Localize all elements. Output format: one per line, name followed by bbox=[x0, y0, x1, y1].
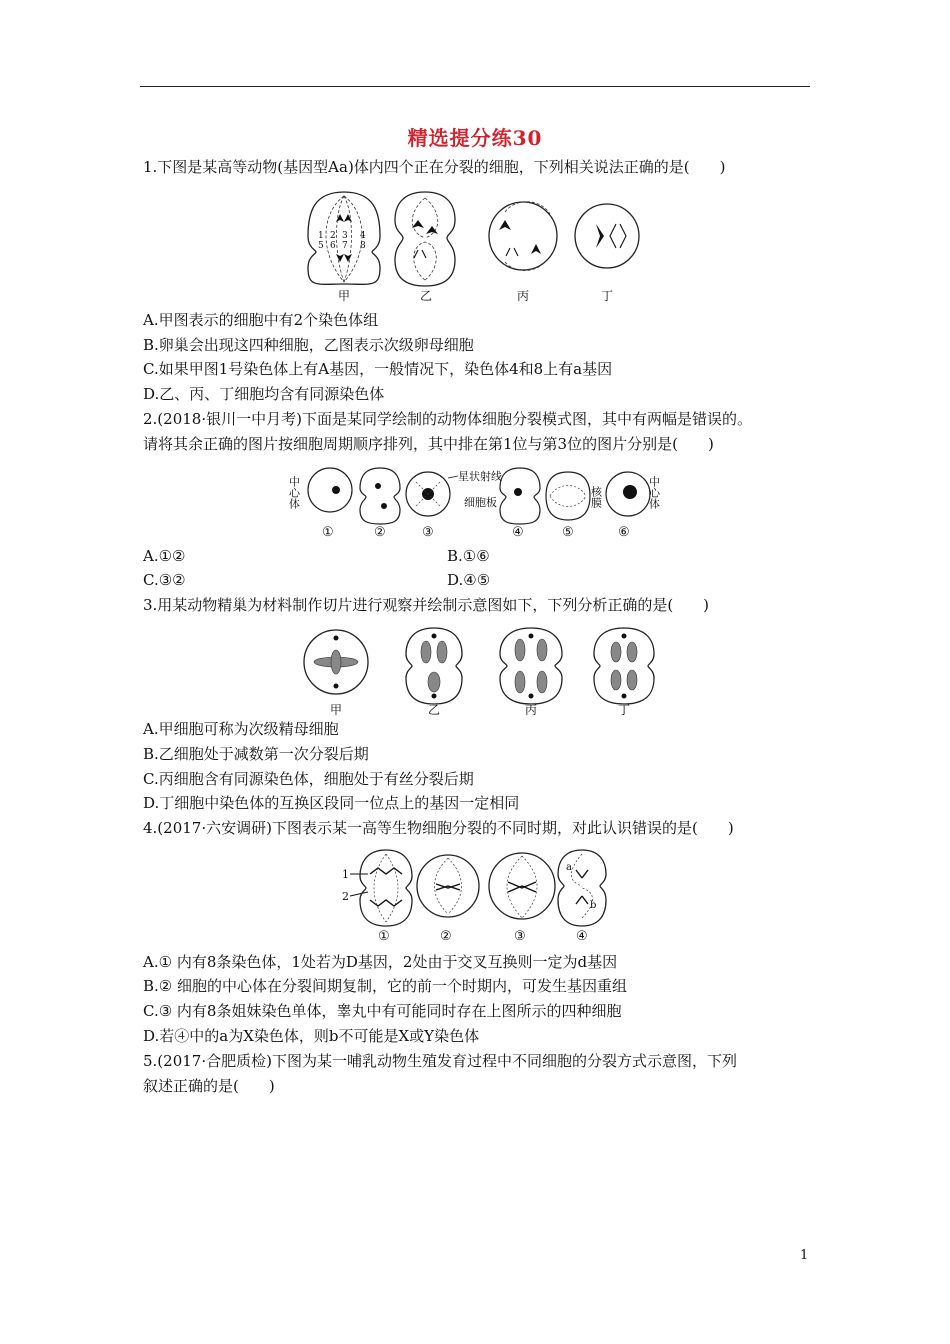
q2-fig-label-2: ② bbox=[374, 525, 386, 540]
q4-cell-1 bbox=[360, 850, 412, 926]
q2-fig-label-4: ④ bbox=[512, 525, 524, 540]
page-number: 1 bbox=[800, 1248, 809, 1263]
q3-option-c: C.丙细胞含有同源染色体，细胞处于有丝分裂后期 bbox=[143, 770, 474, 788]
q2-option-a: A.①② bbox=[143, 547, 186, 565]
q2-figure bbox=[288, 462, 668, 542]
q1-num-8: 8 bbox=[360, 241, 366, 251]
q3-label-ding: 丁 bbox=[618, 703, 631, 717]
q2-cell-2 bbox=[360, 468, 400, 524]
q4-option-c: C.③ 内有8条姐妹染色单体，睾丸中有可能同时存在上图所示的四种细胞 bbox=[143, 1002, 622, 1020]
q2-label-aster: 星状射线 bbox=[458, 470, 502, 483]
q1-option-a: A.甲图表示的细胞中有2个染色体组 bbox=[143, 311, 379, 329]
q3-label-jia: 甲 bbox=[330, 703, 343, 717]
q1-figure bbox=[300, 184, 650, 304]
q1-cell-ding bbox=[575, 204, 639, 268]
q2-fig-label-1: ① bbox=[322, 525, 334, 540]
q4-fig-label-3: ③ bbox=[514, 929, 526, 944]
q1-label-ding: 丁 bbox=[601, 289, 614, 303]
q1-num-1: 1 bbox=[318, 231, 324, 241]
q1-num-2: 2 bbox=[330, 231, 336, 241]
q1-label-jia: 甲 bbox=[338, 289, 351, 303]
q1-num-4: 4 bbox=[360, 231, 366, 241]
q2-stem-line2: 请将其余正确的图片按细胞周期顺序排列，其中排在第1位与第3位的图片分别是( ) bbox=[143, 435, 714, 453]
q4-option-a: A.① 内有8条染色体，1处若为D基因，2处由于交叉互换则一定为d基因 bbox=[143, 953, 618, 971]
page-title: 精选提分练30 bbox=[407, 126, 543, 150]
q4-gene-b: b bbox=[590, 900, 597, 911]
q3-option-b: B.乙细胞处于减数第一次分裂后期 bbox=[143, 745, 369, 763]
q1-num-5: 5 bbox=[318, 241, 324, 251]
q4-gene-a: a bbox=[566, 862, 572, 873]
q3-cell-ding bbox=[594, 628, 654, 704]
q2-option-b: B.①⑥ bbox=[447, 547, 490, 565]
q3-option-d: D.丁细胞中染色体的互换区段同一位点上的基因一定相同 bbox=[143, 794, 520, 812]
q2-fig-label-3: ③ bbox=[422, 525, 434, 540]
q4-fig-label-1: ① bbox=[378, 929, 390, 944]
q2-cell-1 bbox=[308, 468, 352, 512]
q1-num-3: 3 bbox=[342, 231, 348, 241]
q1-label-yi: 乙 bbox=[420, 289, 433, 303]
q1-label-bing: 丙 bbox=[517, 289, 530, 303]
q4-pointer-2: 2 bbox=[342, 890, 349, 903]
q3-figure bbox=[294, 622, 664, 716]
q2-stem-line1: 2.(2018·银川一中月考)下面是某同学绘制的动物体细胞分裂模式图，其中有两幅是错误的。 bbox=[143, 410, 752, 428]
q1-option-d: D.乙、丙、丁细胞均含有同源染色体 bbox=[143, 385, 385, 403]
q2-label-centrosome-left: 中心体 bbox=[287, 476, 301, 509]
q2-label-nuclear-membrane: 核膜 bbox=[589, 486, 603, 508]
header-rule bbox=[140, 86, 810, 87]
q2-label-centrosome-right: 中心体 bbox=[647, 476, 661, 509]
q4-fig-label-2: ② bbox=[440, 929, 452, 944]
q3-label-yi: 乙 bbox=[428, 703, 441, 717]
q2-label-cell-plate: 细胞板 bbox=[464, 496, 497, 509]
q2-fig-label-6: ⑥ bbox=[618, 525, 630, 540]
q4-stem: 4.(2017·六安调研)下图表示某一高等生物细胞分裂的不同时期，对此认识错误的是( ) bbox=[143, 819, 734, 837]
q4-figure bbox=[340, 846, 614, 944]
q4-pointer-1: 1 bbox=[342, 868, 349, 881]
q2-cell-5 bbox=[546, 472, 590, 520]
q3-option-a: A.甲细胞可称为次级精母细胞 bbox=[143, 720, 339, 738]
q1-num-6: 6 bbox=[330, 241, 336, 251]
q1-num-7: 7 bbox=[342, 241, 348, 251]
q3-label-bing: 丙 bbox=[525, 703, 538, 717]
q1-option-b: B.卵巢会出现这四种细胞，乙图表示次级卵母细胞 bbox=[143, 336, 474, 354]
q4-option-b: B.② 细胞的中心体在分裂间期复制，它的前一个时期内，可发生基因重组 bbox=[143, 977, 628, 995]
q1-option-c: C.如果甲图1号染色体上有A基因，一般情况下，染色体4和8上有a基因 bbox=[143, 360, 613, 378]
q4-fig-label-4: ④ bbox=[576, 929, 588, 944]
q1-cell-yi bbox=[395, 192, 455, 286]
q5-stem-line2: 叙述正确的是( ) bbox=[143, 1077, 275, 1095]
q2-option-c: C.③② bbox=[143, 571, 186, 589]
q2-option-d: D.④⑤ bbox=[447, 571, 491, 589]
q3-cell-yi bbox=[406, 628, 462, 704]
q5-stem-line1: 5.(2017·合肥质检)下图为某一哺乳动物生殖发育过程中不同细胞的分裂方式示意图，下列 bbox=[143, 1052, 737, 1070]
q2-cell-4 bbox=[500, 468, 540, 524]
q3-cell-bing bbox=[500, 628, 562, 704]
q4-option-d: D.若④中的a为X染色体，则b不可能是X或Y染色体 bbox=[143, 1027, 480, 1045]
q2-fig-label-5: ⑤ bbox=[562, 525, 574, 540]
q3-stem: 3.用某动物精巢为材料制作切片进行观察并绘制示意图如下，下列分析正确的是( ) bbox=[143, 596, 710, 614]
q1-stem: 1.下图是某高等动物(基因型Aa)体内四个正在分裂的细胞，下列相关说法正确的是( ) bbox=[143, 158, 726, 176]
